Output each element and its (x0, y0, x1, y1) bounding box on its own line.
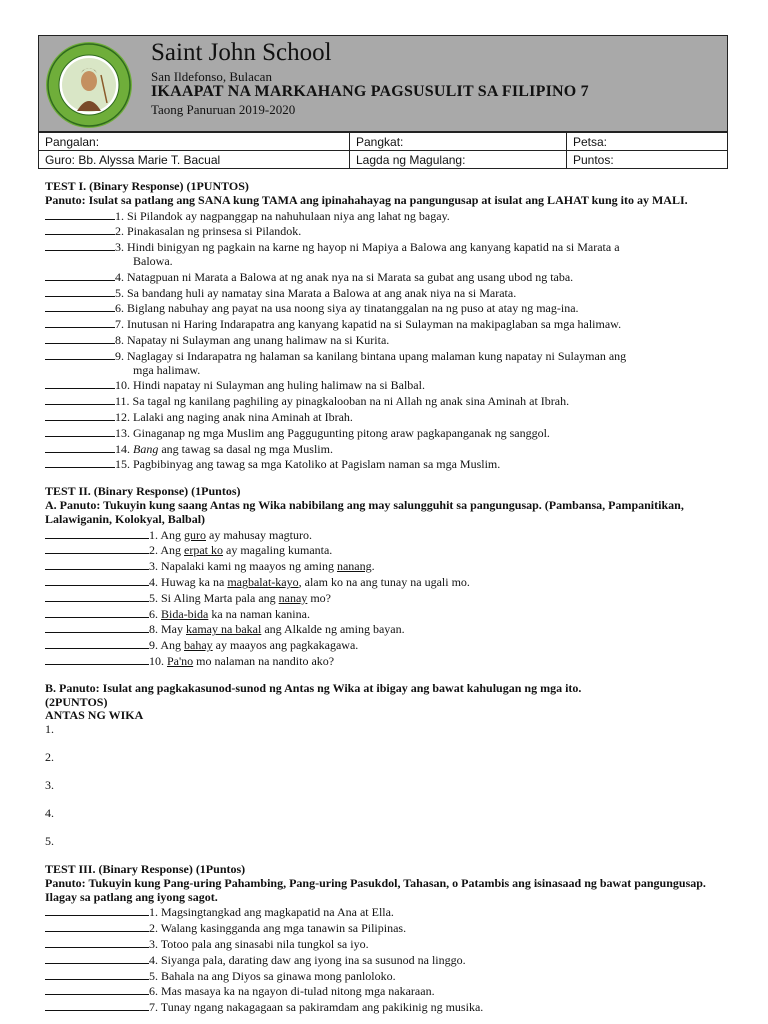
school-address: San Ildefonso, Bulacan (151, 69, 272, 84)
list-item: 6. Mas masaya ka na ngayon di-tulad nitong mga nakaraan. (45, 983, 725, 999)
exam-content (45, 180, 725, 1015)
student-info-table (38, 132, 728, 169)
answer-line-1[interactable]: 1. (45, 722, 54, 737)
answer-blank[interactable] (45, 456, 115, 468)
answer-blank[interactable] (45, 269, 115, 281)
answer-blank[interactable] (45, 348, 115, 360)
teacher-field: Guro: Bb. Alyssa Marie T. Bacual (39, 151, 350, 169)
date-field[interactable]: Petsa: (567, 133, 728, 151)
answer-blank[interactable] (45, 542, 149, 554)
school-logo-icon (45, 41, 133, 129)
list-item: 8. May kamay na bakal ang Alkalde ng aming bayan. (45, 621, 725, 637)
item-continuation: Balowa. (133, 253, 173, 268)
parent-signature-field[interactable]: Lagda ng Magulang: (350, 151, 567, 169)
list-item: 12. Lalaki ang naging anak nina Aminah at Ibrah. (45, 409, 725, 425)
answer-blank[interactable] (45, 223, 115, 235)
answer-blank[interactable] (45, 239, 115, 251)
school-name: Saint John School (151, 39, 332, 66)
answer-blank[interactable] (45, 316, 115, 328)
answer-blank[interactable] (45, 920, 149, 932)
list-item: 9. Naglagay si Indarapatra ng halaman sa kanilang bintana upang malaman kung napatay ni Sulayman ang (45, 348, 725, 364)
answer-line-2[interactable]: 2. (45, 750, 54, 765)
list-item: 4. Natagpuan ni Marata a Balowa at ng anak nya na si Marata sa gubat ang usang ubod ng taba. (45, 269, 725, 285)
answer-blank[interactable] (45, 653, 149, 665)
name-field[interactable]: Pangalan: (39, 133, 350, 151)
list-item: 15. Pagbibinyag ang tawag sa mga Katoliko at Pagislam naman sa mga Muslim. (45, 456, 725, 472)
answer-blank[interactable] (45, 590, 149, 602)
answer-blank[interactable] (45, 441, 115, 453)
answer-blank[interactable] (45, 968, 149, 980)
list-item: 6. Biglang nabuhay ang payat na usa noong siya ay tinatanggalan na ng puso at atay ng mag-ina. (45, 300, 725, 316)
test2-title: TEST II. (Binary Response) (1Puntos) (45, 484, 241, 499)
test2-points-b: (2PUNTOS) (45, 694, 108, 709)
answer-line-5[interactable]: 5. (45, 834, 54, 849)
list-item: 5. Bahala na ang Diyos sa ginawa mong panloloko. (45, 968, 725, 984)
answer-blank[interactable] (45, 300, 115, 312)
test1-title: TEST I. (Binary Response) (1PUNTOS) (45, 179, 249, 193)
list-item: 11. Sa tagal ng kanilang paghiling ay pinagkalooban na ni Allah ng anak sina Aminah at Ibrah. (45, 393, 725, 409)
answer-blank[interactable] (45, 999, 149, 1011)
list-item: 10. Hindi napatay ni Sulayman ang huling halimaw na si Balbal. (45, 377, 725, 393)
list-item: 7. Tunay ngang nakagagaan sa pakiramdam ang pakikinig ng musika. (45, 999, 725, 1015)
answer-blank[interactable] (45, 936, 149, 948)
answer-blank[interactable] (45, 621, 149, 633)
answer-blank[interactable] (45, 332, 115, 344)
test2-instruction-a: A. Panuto: Tukuyin kung saang Antas ng Wika nabibilang ang may salungguhit sa pangungusap. (Pambansa, Pampanitikan, Lalawiganin, Kolokyal, Balbal) (45, 497, 684, 526)
answer-blank[interactable] (45, 527, 149, 539)
answer-blank[interactable] (45, 606, 149, 618)
school-header (38, 35, 728, 132)
antas-ng-wika-label: ANTAS NG WIKA (45, 708, 144, 723)
section-field[interactable]: Pangkat: (350, 133, 567, 151)
list-item: 6. Bida-bida ka na naman kanina. (45, 606, 725, 622)
test3-instruction: Panuto: Tukuyin kung Pang-uring Pahambing, Pang-uring Pasukdol, Tahasan, o Patambis ang isinasaad ng bawat pangungusap. Ilagay sa patlang ang iyong sagot. (45, 875, 706, 904)
list-item: 3. Napalaki kami ng maayos ng aming nanang. (45, 558, 725, 574)
answer-blank[interactable] (45, 904, 149, 916)
list-item: 2. Pinakasalan ng prinsesa si Pilandok. (45, 223, 725, 239)
answer-blank[interactable] (45, 574, 149, 586)
school-year: Taong Panuruan 2019-2020 (151, 102, 296, 117)
list-item: 3. Hindi binigyan ng pagkain na karne ng hayop ni Mapiya a Balowa ang kanyang kapatid na si Marata a (45, 239, 725, 255)
answer-blank[interactable] (45, 558, 149, 570)
item-continuation: mga halimaw. (133, 362, 201, 377)
list-item: 8. Napatay ni Sulayman ang unang halimaw na si Kurita. (45, 332, 725, 348)
list-item: 2. Walang kasingganda ang mga tanawin sa Pilipinas. (45, 920, 725, 936)
list-item: 14. Bang ang tawag sa dasal ng mga Muslim. (45, 441, 725, 457)
test1-instruction: Panuto: Isulat sa patlang ang SANA kung TAMA ang ipinahahayag na pangungusap at isulat ang LAHAT kung ito ay MALI. (45, 192, 688, 207)
answer-blank[interactable] (45, 952, 149, 964)
list-item: 5. Sa bandang huli ay namatay sina Marata a Balowa at ang anak niya na si Marata. (45, 285, 725, 301)
list-item: 4. Siyanga pala, darating daw ang iyong ina sa susunod na linggo. (45, 952, 725, 968)
test2-instruction-b: B. Panuto: Isulat ang pagkakasunod-sunod ng Antas ng Wika at ibigay ang bawat kahulugan ng mga ito. (45, 680, 582, 695)
list-item: 9. Ang bahay ay maayos ang pagkakagawa. (45, 637, 725, 653)
score-field[interactable]: Puntos: (567, 151, 728, 169)
info-row (39, 151, 728, 169)
answer-line-3[interactable]: 3. (45, 778, 54, 793)
answer-blank[interactable] (45, 393, 115, 405)
list-item: 4. Huwag ka na magbalat-kayo, alam ko na ang tunay na ugali mo. (45, 574, 725, 590)
list-item: 1. Ang guro ay mahusay magturo. (45, 527, 725, 543)
answer-blank[interactable] (45, 285, 115, 297)
answer-line-4[interactable]: 4. (45, 806, 54, 821)
list-item: 13. Ginaganap ng mga Muslim ang Paggugunting pitong araw pagkapanganak ng sanggol. (45, 425, 725, 441)
list-item: 5. Si Aling Marta pala ang nanay mo? (45, 590, 725, 606)
info-row (39, 133, 728, 151)
exam-title: IKAAPAT NA MARKAHANG PAGSUSULIT SA FILIPINO 7 (151, 83, 589, 100)
answer-blank[interactable] (45, 377, 115, 389)
answer-blank[interactable] (45, 637, 149, 649)
answer-blank[interactable] (45, 409, 115, 421)
test3-title: TEST III. (Binary Response) (1Puntos) (45, 862, 246, 877)
list-item: 10. Pa'no mo nalaman na nandito ako? (45, 653, 725, 669)
list-item: 1. Si Pilandok ay nagpanggap na nahuhulaan niya ang lahat ng bagay. (45, 208, 725, 224)
answer-blank[interactable] (45, 983, 149, 995)
list-item: 2. Ang erpat ko ay magaling kumanta. (45, 542, 725, 558)
list-item: 1. Magsingtangkad ang magkapatid na Ana at Ella. (45, 904, 725, 920)
answer-blank[interactable] (45, 425, 115, 437)
list-item: 3. Totoo pala ang sinasabi nila tungkol sa iyo. (45, 936, 725, 952)
answer-blank[interactable] (45, 208, 115, 220)
list-item: 7. Inutusan ni Haring Indarapatra ang kanyang kapatid na si Sulayman na makipaglaban sa mga halimaw. (45, 316, 725, 332)
